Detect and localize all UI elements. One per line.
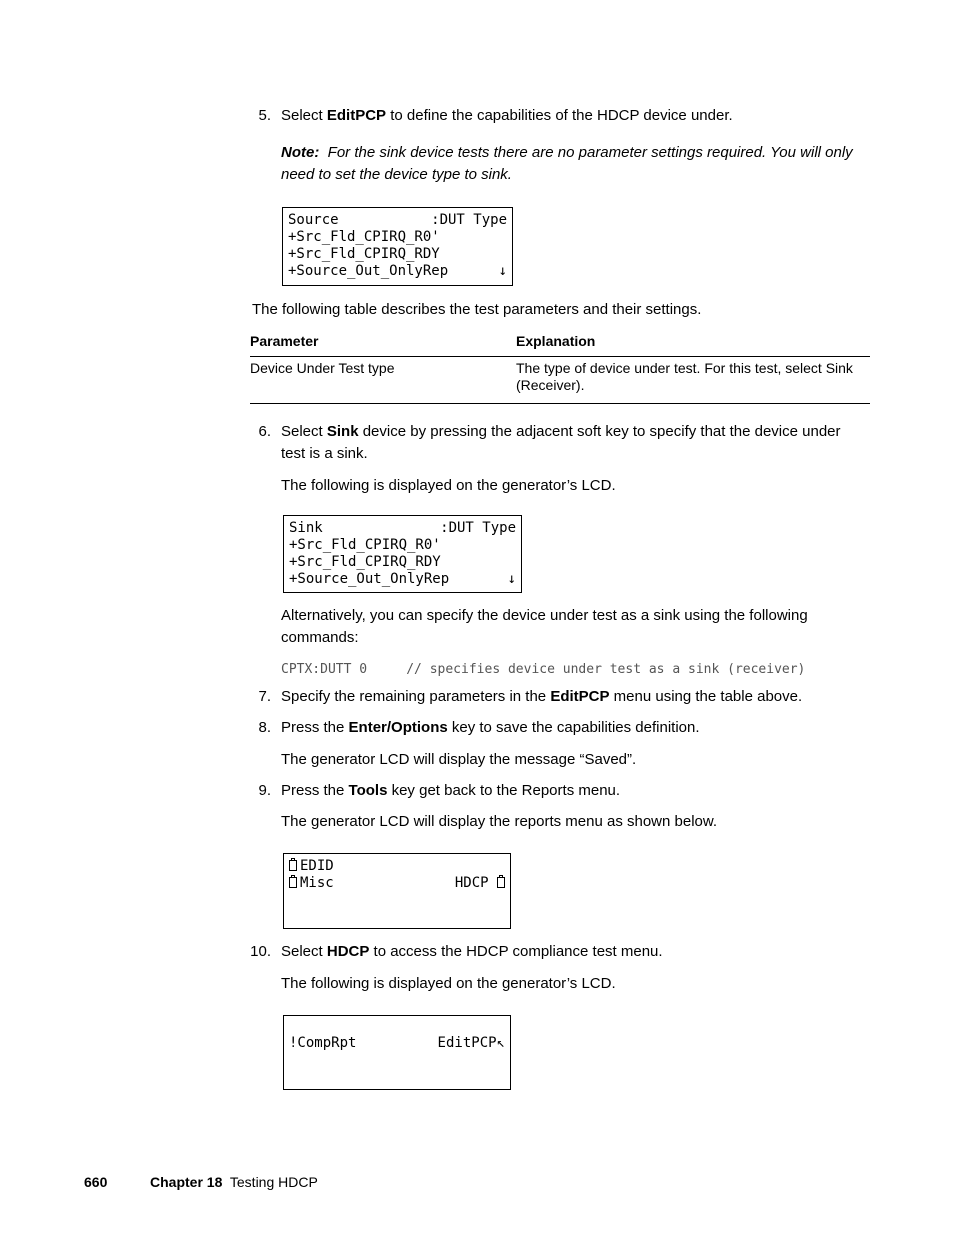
lcd-display [283, 853, 511, 929]
alternative-text [281, 605, 881, 649]
lcd-text: +Source_Out_OnlyRep [288, 263, 449, 279]
step-text: menu using the table above. [609, 688, 803, 705]
step-number: 9. [258, 782, 271, 799]
table-bottom-rule [250, 403, 870, 404]
alt-text: commands: [281, 629, 359, 646]
down-arrow-icon: ↓ [498, 263, 507, 279]
note-text: For the sink device tests there are no parameter settings required. You will only [327, 144, 853, 161]
lcd-text: EditPCP [437, 1035, 497, 1051]
chapter-label: Chapter 18 [150, 1174, 223, 1190]
step-text: Press the [281, 719, 349, 736]
step-number: 10. [250, 943, 271, 960]
step-keyword: Tools [348, 782, 388, 799]
table-header-parameter: Parameter [250, 333, 319, 349]
lcd-text: Source [288, 212, 339, 228]
step-text: test is a sink. [281, 445, 368, 462]
lcd-text: !CompRpt [289, 1035, 357, 1051]
step-keyword: HDCP [326, 943, 370, 960]
step-number: 7. [258, 688, 271, 705]
step-8-text [281, 717, 700, 739]
step-text: Press the [281, 782, 349, 799]
table-cell-text: (Receiver). [516, 377, 585, 393]
table-intro: The following table describes the test parameters and their settings. [252, 301, 702, 318]
note-label: Note: [281, 144, 320, 161]
step-text: key get back to the Reports menu. [387, 782, 621, 799]
softkey-icon [289, 877, 297, 888]
step-keyword: EditPCP [326, 107, 387, 124]
step-8-sub: The generator LCD will display the message “Saved”. [281, 751, 637, 768]
running-footer [150, 1174, 318, 1190]
step-6-text [281, 421, 881, 465]
lcd-text: :DUT Type [431, 212, 507, 228]
step-text: Specify the remaining parameters in the [281, 688, 551, 705]
lcd-text: Sink [289, 520, 323, 536]
table-cell-explanation [516, 360, 870, 394]
up-left-arrow-icon: ↖ [496, 1035, 505, 1051]
lcd-text: +Source_Out_OnlyRep [289, 571, 450, 587]
note [281, 142, 881, 186]
table-cell-text: The type of device under test. For this test, select Sink [516, 360, 853, 376]
step-text: Select [281, 943, 327, 960]
step-keyword: Sink [326, 423, 359, 440]
step-keyword: EditPCP [550, 688, 610, 705]
lcd-text: EDID [300, 858, 334, 874]
step-9-text [281, 780, 620, 802]
table-cell-parameter: Device Under Test type [250, 360, 395, 376]
softkey-icon [289, 860, 297, 871]
lcd-text: Misc [300, 875, 334, 891]
step-keyword: Enter/Options [348, 719, 448, 736]
command-code: CPTX:DUTT 0 // specifies device under test as a sink (receiver) [281, 662, 806, 677]
lcd-text: HDCP [454, 875, 489, 891]
step-text: device by pressing the adjacent soft key to specify that the device under [358, 423, 841, 440]
step-9-sub: The generator LCD will display the reports menu as shown below. [281, 813, 718, 830]
lcd-display [283, 1015, 511, 1090]
table-divider [250, 356, 870, 357]
lcd-caption: The following is displayed on the generator’s LCD. [281, 477, 616, 494]
alt-text: Alternatively, you can specify the device under test as a sink using the following [281, 607, 808, 624]
step-text: key to save the capabilities definition. [447, 719, 700, 736]
step-text: to access the HDCP compliance test menu. [369, 943, 663, 960]
step-number: 5. [258, 107, 271, 124]
step-10-sub: The following is displayed on the generator’s LCD. [281, 975, 616, 992]
lcd-text: +Src_Fld_CPIRQ_RDY [289, 554, 441, 570]
down-arrow-icon: ↓ [507, 571, 516, 587]
chapter-title: Testing HDCP [229, 1174, 318, 1190]
step-10-text [281, 941, 663, 963]
softkey-icon [497, 877, 505, 888]
lcd-text: +Src_Fld_CPIRQ_R0' [289, 537, 441, 553]
step-5-text [281, 105, 733, 127]
lcd-text: :DUT Type [440, 520, 516, 536]
lcd-display [283, 515, 522, 593]
step-number: 8. [258, 719, 271, 736]
table-header-explanation: Explanation [516, 333, 596, 349]
step-text: Select [281, 423, 327, 440]
step-number: 6. [258, 423, 271, 440]
step-text: Select [281, 107, 327, 124]
lcd-text: +Src_Fld_CPIRQ_RDY [288, 246, 440, 262]
step-text: to define the capabilities of the HDCP device under. [386, 107, 733, 124]
lcd-display [282, 207, 513, 286]
step-7-text [281, 686, 802, 708]
lcd-text: +Src_Fld_CPIRQ_R0' [288, 229, 440, 245]
page-number: 660 [84, 1174, 108, 1190]
note-text: need to set the device type to sink. [281, 166, 512, 183]
